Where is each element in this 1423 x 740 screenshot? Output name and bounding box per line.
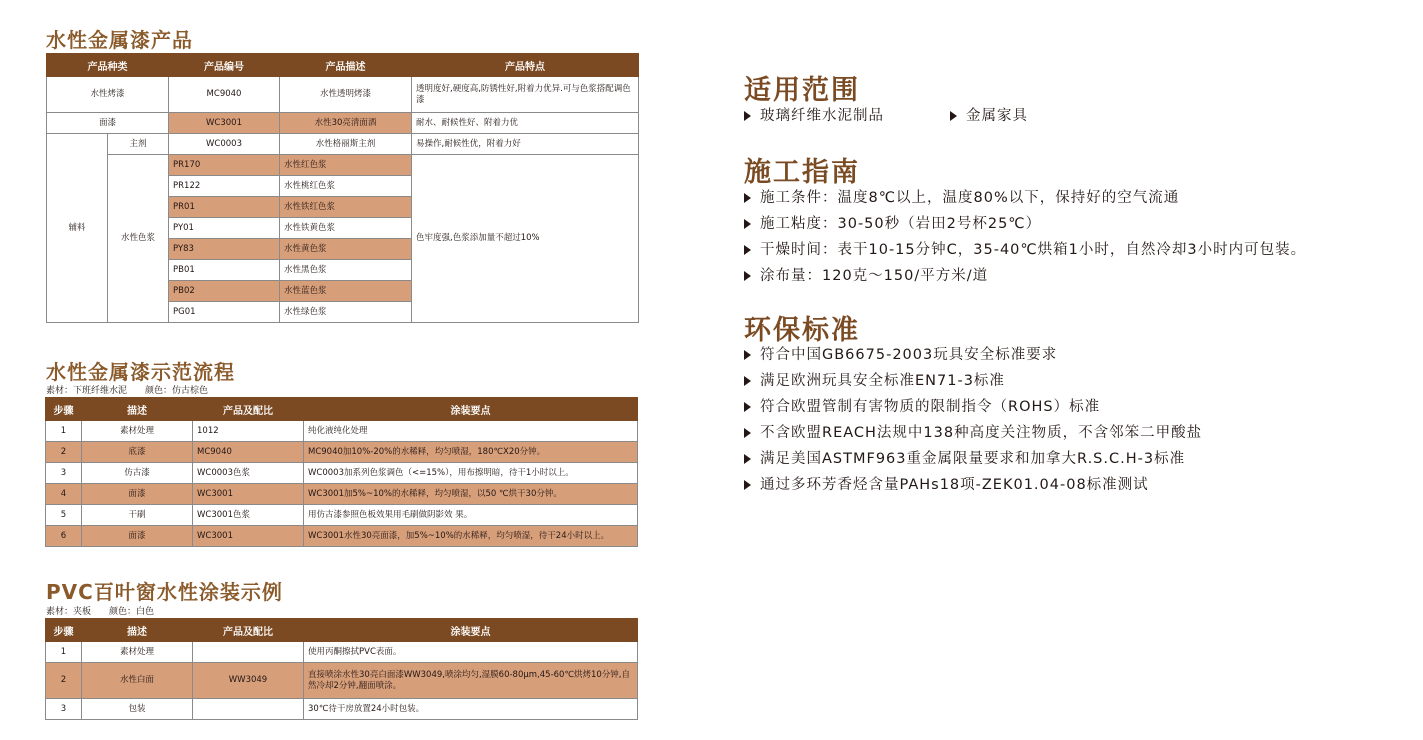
product-feature: 易操作,耐候性优，附着力好 (412, 134, 639, 155)
env-item-text: 不含欧盟REACH法规中138种高度关注物质，不含邻笨二甲酸盐 (760, 425, 1203, 441)
guide-item-text: 施工粘度：30-50秒（岩田2号杯25℃） (760, 216, 1042, 232)
list-item (744, 446, 1202, 472)
step-product (193, 699, 304, 720)
product-desc: 水性黑色浆 (280, 260, 412, 281)
bullet-triangle-icon (744, 402, 751, 412)
bullet-triangle-icon (744, 350, 751, 360)
step-desc: 包装 (82, 699, 193, 720)
table-row (46, 663, 638, 699)
bullet-triangle-icon (744, 376, 751, 386)
guide-list (744, 185, 1306, 289)
table-row (46, 505, 638, 526)
product-feature: 透明度好,硬度高,防锈性好,附着力优异.可与色浆搭配调色漆 (412, 77, 639, 113)
products-header-row (47, 54, 639, 77)
col-header-desc: 描述 (82, 619, 193, 642)
demo-header-row (46, 398, 638, 421)
guide-item-text: 涂布量：120克～150/平方米/道 (760, 268, 989, 284)
product-desc: 水性30亮清面酒 (280, 113, 412, 134)
step-product: MC9040 (193, 442, 304, 463)
product-desc: 水性铁红色浆 (280, 197, 412, 218)
demo-title: 水性金属漆示范流程 (46, 360, 235, 384)
product-code: PR170 (169, 155, 280, 176)
step-desc: 水性白面 (82, 663, 193, 699)
demo-meta (46, 383, 208, 396)
step-product: WC3001 (193, 526, 304, 547)
product-feature: 耐水、耐候性好、附着力优 (412, 113, 639, 134)
step-number: 1 (46, 421, 82, 442)
product-desc: 水性格丽斯主剂 (280, 134, 412, 155)
col-header-product: 产品及配比 (193, 619, 304, 642)
aux-label: 辅料 (47, 134, 108, 323)
product-subtype: 水性色浆 (108, 155, 169, 323)
demo-color: 颜色：仿古棕色 (145, 386, 209, 396)
step-notes: 纯化液纯化处理 (304, 421, 638, 442)
col-header-step: 步骤 (46, 619, 82, 642)
list-item (744, 368, 1202, 394)
bullet-triangle-icon (744, 428, 751, 438)
list-item (744, 420, 1202, 446)
product-code: PG01 (169, 302, 280, 323)
bullet-triangle-icon (744, 219, 751, 229)
product-desc: 水性铁黄色浆 (280, 218, 412, 239)
env-title: 环保标准 (744, 315, 860, 346)
product-code: WC3001 (169, 113, 280, 134)
table-row (46, 699, 638, 720)
table-row (46, 442, 638, 463)
table-row (46, 484, 638, 505)
step-notes: WC0003加系列色浆调色（<=15%），用布擦明暗，待干1小时以上。 (304, 463, 638, 484)
step-desc: 面漆 (82, 484, 193, 505)
list-item (950, 103, 1028, 129)
pvc-meta (46, 604, 154, 617)
product-desc: 水性黄色浆 (280, 239, 412, 260)
table-row (47, 77, 639, 113)
list-item (744, 394, 1202, 420)
step-product: 1012 (193, 421, 304, 442)
env-item-text: 通过多环芳香烃含量PAHs18项-ZEK01.04-08标准测试 (760, 477, 1149, 493)
step-notes: 直接喷涂水性30亮白面漆WW3049,喷涂均匀,湿膜60-80μm,45-60℃烘烤10分钟,自然冷却2分钟,翻面喷涂。 (304, 663, 638, 699)
table-row (47, 155, 639, 176)
product-code: WC0003 (169, 134, 280, 155)
product-subtype: 主剂 (108, 134, 169, 155)
product-code: PB01 (169, 260, 280, 281)
step-desc: 底漆 (82, 442, 193, 463)
col-header-desc: 产品描述 (280, 54, 412, 77)
col-header-notes: 涂装要点 (304, 398, 638, 421)
pvc-material: 素材：夹板 (46, 607, 92, 617)
step-notes: MC9040加10%-20%的水稀释，均匀喷湿，180℃X20分钟。 (304, 442, 638, 463)
col-header-step: 步骤 (46, 398, 82, 421)
table-row (46, 463, 638, 484)
product-desc: 水性桃红色浆 (280, 176, 412, 197)
step-number: 5 (46, 505, 82, 526)
env-list (744, 342, 1202, 498)
step-number: 2 (46, 663, 82, 699)
scope-list (744, 103, 1028, 129)
product-desc: 水性透明烤漆 (280, 77, 412, 113)
bullet-triangle-icon (744, 111, 751, 121)
bullet-triangle-icon (744, 193, 751, 203)
bullet-triangle-icon (744, 245, 751, 255)
col-header-feature: 产品特点 (412, 54, 639, 77)
step-desc: 干刷 (82, 505, 193, 526)
step-number: 3 (46, 463, 82, 484)
step-number: 6 (46, 526, 82, 547)
pvc-color: 颜色：白色 (109, 607, 155, 617)
list-item (744, 237, 1306, 263)
col-header-product: 产品及配比 (193, 398, 304, 421)
step-number: 2 (46, 442, 82, 463)
step-notes: WC3001加5%~10%的水稀释，均匀喷湿，以50 ℃烘干30分钟。 (304, 484, 638, 505)
col-header-notes: 涂装要点 (304, 619, 638, 642)
step-product: WC0003色浆 (193, 463, 304, 484)
scope-item-text: 金属家具 (966, 108, 1028, 124)
env-item-text: 符合中国GB6675-2003玩具安全标准要求 (760, 347, 1058, 363)
step-desc: 素材处理 (82, 421, 193, 442)
step-product: WW3049 (193, 663, 304, 699)
list-item (744, 263, 1306, 289)
product-code: PR122 (169, 176, 280, 197)
product-code: PY01 (169, 218, 280, 239)
step-number: 1 (46, 642, 82, 663)
product-code: PB02 (169, 281, 280, 302)
guide-title: 施工指南 (744, 157, 860, 188)
products-table (46, 53, 639, 323)
list-item (744, 342, 1202, 368)
product-feature: 色牢度强,色浆添加量不超过10% (412, 155, 639, 323)
scope-item-text: 玻璃纤维水泥制品 (760, 108, 884, 124)
bullet-triangle-icon (950, 111, 957, 121)
step-number: 4 (46, 484, 82, 505)
list-item (744, 103, 950, 129)
list-item (744, 472, 1202, 498)
pvc-header-row (46, 619, 638, 642)
step-desc: 仿古漆 (82, 463, 193, 484)
product-desc: 水性蓝色浆 (280, 281, 412, 302)
pvc-table (45, 618, 638, 720)
step-notes: WC3001水性30亮面漆，加5%~10%的水稀释，均匀喷湿，待干24小时以上。 (304, 526, 638, 547)
step-product (193, 642, 304, 663)
bullet-triangle-icon (744, 454, 751, 464)
step-product: WC3001 (193, 484, 304, 505)
step-desc: 面漆 (82, 526, 193, 547)
table-row (46, 642, 638, 663)
pvc-title: PVC百叶窗水性涂装示例 (46, 580, 283, 604)
list-item (744, 185, 1306, 211)
demo-table (45, 397, 638, 547)
product-desc: 水性绿色浆 (280, 302, 412, 323)
table-row (47, 113, 639, 134)
step-product: WC3001色浆 (193, 505, 304, 526)
product-code: PR01 (169, 197, 280, 218)
col-header-type: 产品种类 (47, 54, 169, 77)
step-notes: 使用丙酮擦拭PVC表面。 (304, 642, 638, 663)
step-number: 3 (46, 699, 82, 720)
bullet-triangle-icon (744, 480, 751, 490)
product-code: MC9040 (169, 77, 280, 113)
step-desc: 素材处理 (82, 642, 193, 663)
product-type: 水性烤漆 (47, 77, 169, 113)
bullet-triangle-icon (744, 271, 751, 281)
env-item-text: 满足美国ASTMF963重金属限量要求和加拿大R.S.C.H-3标准 (760, 451, 1186, 467)
table-row (46, 526, 638, 547)
col-header-code: 产品编号 (169, 54, 280, 77)
env-item-text: 满足欧洲玩具安全标准EN71-3标准 (760, 373, 1005, 389)
guide-item-text: 干燥时间：表干10-15分钟C，35-40℃烘箱1小时，自然冷却3小时内可包装。 (760, 242, 1307, 258)
col-header-desc: 描述 (82, 398, 193, 421)
product-code: PY83 (169, 239, 280, 260)
demo-material: 素材：下班纤维水泥 (46, 386, 128, 396)
products-title: 水性金属漆产品 (46, 28, 193, 52)
table-row (46, 421, 638, 442)
scope-title: 适用范围 (744, 75, 860, 106)
step-notes: 用仿古漆参照色板效果用毛刷做阴影效 果。 (304, 505, 638, 526)
table-row (47, 134, 639, 155)
guide-item-text: 施工条件：温度8℃以上，温度80%以下，保持好的空气流通 (760, 190, 1180, 206)
step-notes: 30℃待干房放置24小时包装。 (304, 699, 638, 720)
product-desc: 水性红色浆 (280, 155, 412, 176)
list-item (744, 211, 1306, 237)
env-item-text: 符合欧盟管制有害物质的限制指令（ROHS）标准 (760, 399, 1101, 415)
product-type: 面漆 (47, 113, 169, 134)
